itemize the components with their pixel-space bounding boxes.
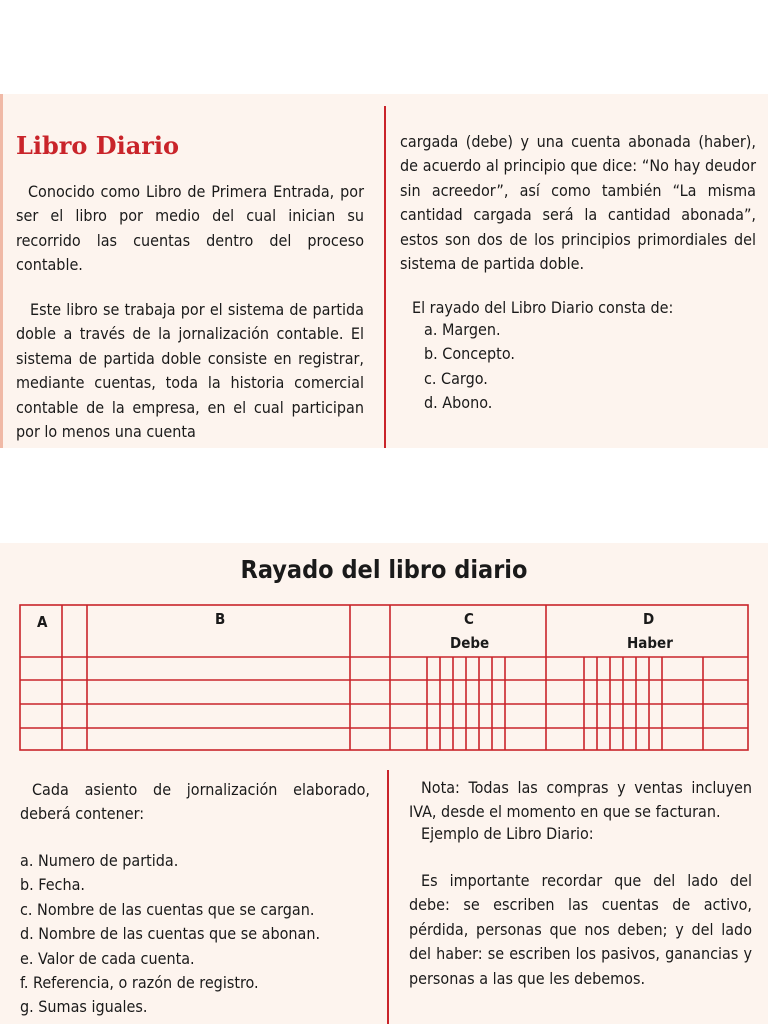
column-c-sublabel: Debe [450,634,490,652]
section-title: Rayado del libro diario [240,555,528,584]
list-item: f. Referencia, o razón de registro. [20,973,259,993]
column-c-label: C [464,610,474,628]
asiento-list [20,849,380,1020]
list-item: a. Numero de partida. [20,851,179,870]
rayado-list [424,318,724,416]
column-b-label: B [215,610,226,628]
column-a-label: A [37,613,48,631]
list-item: e. Valor de cada cuenta. [20,948,195,968]
column-divider [387,770,389,1024]
list-item: c. Cargo. [424,368,488,388]
principios-paragraph: cargada (debe) y una cuenta abonada (haber), de acuerdo al principio que dice: “No hay deudor sin acreedor”, así como también “La misma cantidad cargada será la cantidad abonada”, estos son dos de los principios primordiales del sistema de partida doble. [400,132,756,274]
rayado-intro: El rayado del Libro Diario consta de: [412,298,674,317]
partida-doble-paragraph: Este libro se trabaja por el sistema de partida doble a través de la jornalización contable. El sistema de partida doble consiste en registrar, mediante cuentas, toda la historia comercial contable de la empresa, en el cual participan por lo menos una cuenta [16,300,364,442]
list-item: g. Sumas iguales. [20,997,148,1017]
recordar-paragraph: Es importante recordar que del lado del debe: se escriben las cuentas de activo, pérdida, personas que nos deben; y del lado del haber: se escriben los pasivos, ganancias y personas a las que les debemos. [409,871,752,988]
column-d-sublabel: Haber [627,634,673,652]
column-divider [384,106,386,448]
list-item: d. Abono. [424,393,493,413]
column-d-label: D [643,610,655,628]
nota-paragraph: Nota: Todas las compras y ventas incluyen IVA, desde el momento en que se facturan. [409,778,752,822]
ejemplo-heading: Ejemplo de Libro Diario: [421,824,594,843]
list-item: b. Concepto. [424,344,515,364]
list-item: c. Nombre de las cuentas que se cargan. [20,899,315,919]
list-item: b. Fecha. [20,875,85,895]
list-item: a. Margen. [424,320,501,339]
asiento-intro: Cada asiento de jornalización elaborado, deberá contener: [20,780,370,824]
list-item: d. Nombre de las cuentas que se abonan. [20,924,321,944]
page-title: Libro Diario [16,131,180,160]
intro-paragraph: Conocido como Libro de Primera Entrada, por ser el libro por medio del cual inician su recorrido las cuentas dentro del proceso contable. [16,182,364,275]
